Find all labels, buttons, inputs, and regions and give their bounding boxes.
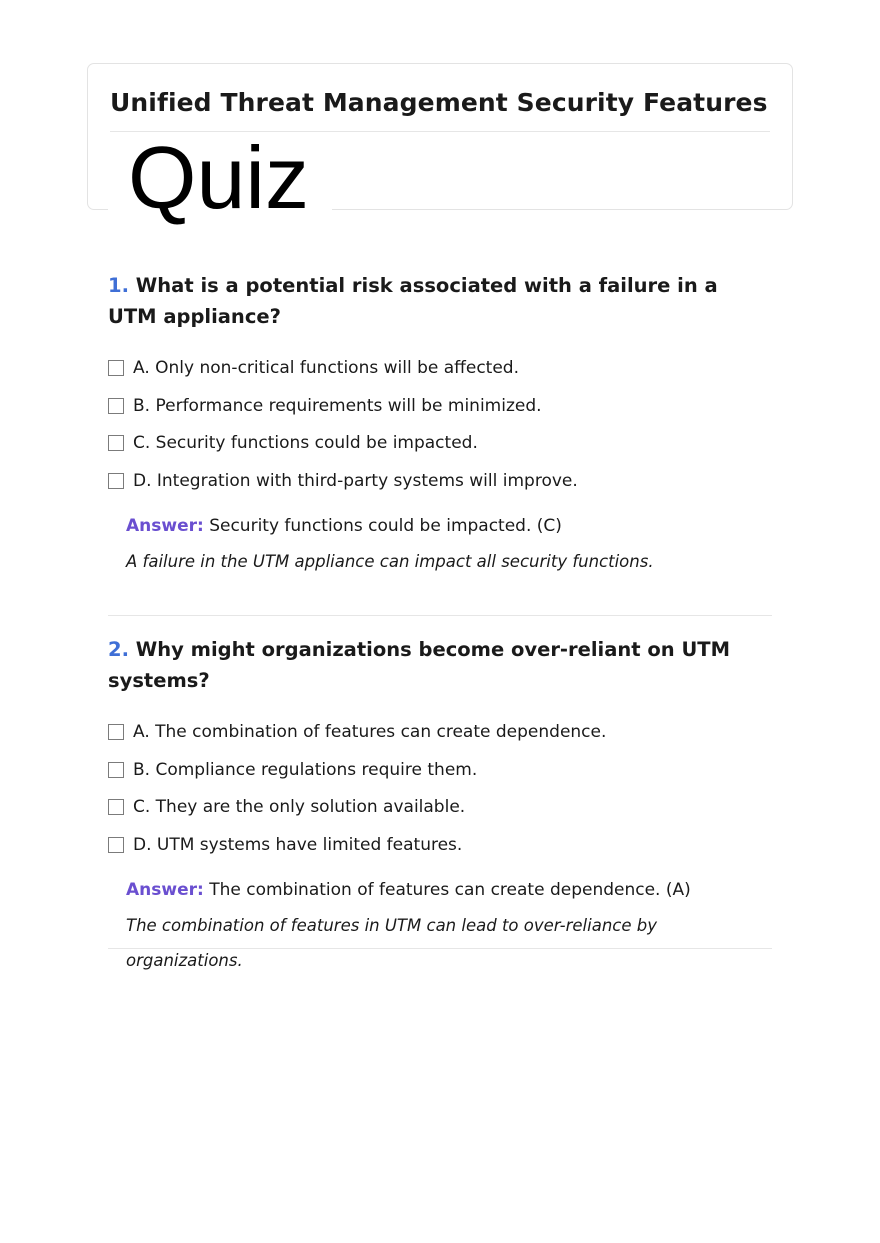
question-text: What is a potential risk associated with a failure in a UTM appliance? bbox=[108, 274, 718, 328]
section-divider bbox=[108, 615, 772, 616]
page-title-overflow: Quiz bbox=[128, 128, 309, 227]
option-label: A. Only non-critical functions will be affected. bbox=[133, 357, 519, 378]
option-label: C. They are the only solution available. bbox=[133, 797, 466, 818]
option-a[interactable] bbox=[108, 713, 772, 751]
answer bbox=[126, 509, 772, 544]
option-label: A. The combination of features can create dependence. bbox=[133, 721, 607, 742]
answer-label: Answer: bbox=[126, 515, 204, 536]
option-label: D. Integration with third-party systems will improve. bbox=[133, 470, 578, 491]
question-heading bbox=[108, 270, 772, 332]
answer bbox=[126, 873, 772, 908]
option-label: D. UTM systems have limited features. bbox=[133, 834, 463, 855]
option-b[interactable] bbox=[108, 387, 772, 425]
option-c[interactable] bbox=[108, 424, 772, 462]
options-list bbox=[108, 713, 772, 864]
question-1 bbox=[108, 270, 772, 579]
checkbox[interactable] bbox=[108, 360, 124, 376]
checkbox[interactable] bbox=[108, 837, 124, 853]
option-a[interactable] bbox=[108, 349, 772, 387]
question-number: 1. bbox=[108, 274, 129, 297]
question-text: Why might organizations become over-reliant on UTM systems? bbox=[108, 638, 730, 692]
options-list bbox=[108, 349, 772, 500]
option-d[interactable] bbox=[108, 462, 772, 500]
title-card bbox=[87, 63, 793, 227]
question-heading bbox=[108, 634, 772, 696]
question-number: 2. bbox=[108, 638, 129, 661]
page-title: Unified Threat Management Security Features bbox=[110, 88, 768, 117]
option-label: B. Compliance regulations require them. bbox=[133, 759, 478, 780]
checkbox[interactable] bbox=[108, 799, 124, 815]
explanation: The combination of features in UTM can lead to over-reliance by organizations. bbox=[126, 915, 657, 970]
explanation: A failure in the UTM appliance can impact all security functions. bbox=[126, 551, 654, 571]
checkbox[interactable] bbox=[108, 724, 124, 740]
option-label: C. Security functions could be impacted. bbox=[133, 433, 478, 454]
answer-text: Security functions could be impacted. (C) bbox=[209, 515, 562, 536]
option-b[interactable] bbox=[108, 751, 772, 789]
checkbox[interactable] bbox=[108, 435, 124, 451]
answer-text: The combination of features can create dependence. (A) bbox=[209, 879, 691, 900]
checkbox[interactable] bbox=[108, 398, 124, 414]
option-label: B. Performance requirements will be minimized. bbox=[133, 395, 542, 416]
checkbox[interactable] bbox=[108, 762, 124, 778]
option-c[interactable] bbox=[108, 788, 772, 826]
option-d[interactable] bbox=[108, 826, 772, 864]
checkbox[interactable] bbox=[108, 473, 124, 489]
question-2 bbox=[108, 634, 772, 978]
answer-label: Answer: bbox=[126, 879, 204, 900]
section-divider bbox=[108, 948, 772, 949]
